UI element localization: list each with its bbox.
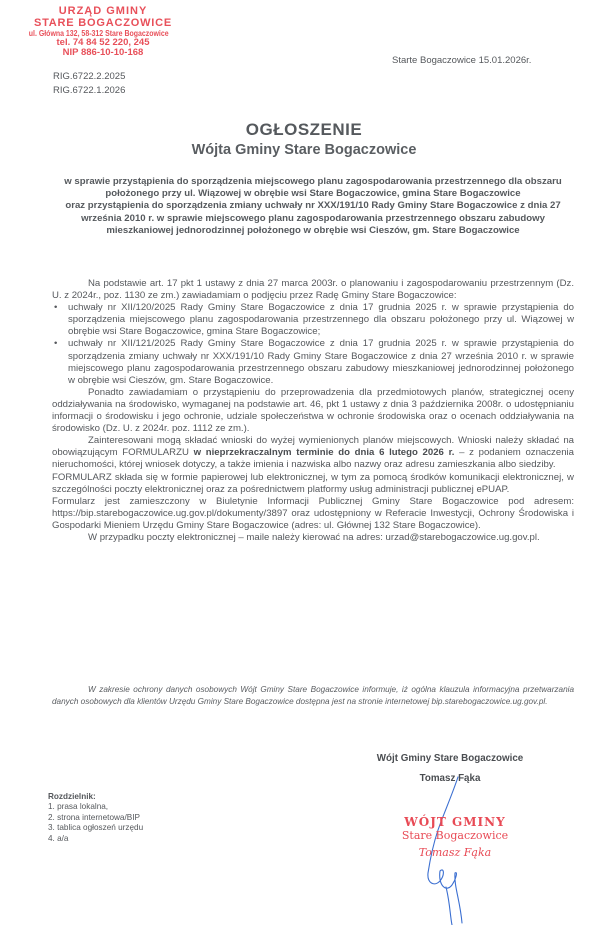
stamp-address: ul. Główna 132, 58-312 Stare Bogaczowice — [28, 28, 169, 39]
stamp-phone: tel. 74 84 52 220, 245 — [56, 37, 150, 49]
bullet-icon: • — [54, 338, 58, 350]
applications-text: Zainteresowani mogą składać wnioski do wyżej wymienionych planów miejscowych. Wnioski należy składać na obowiązującym FORMULARZU — [52, 435, 574, 459]
stamp-name: Tomasz Fąka — [418, 846, 492, 859]
list-item — [52, 338, 574, 386]
reference-numbers — [53, 70, 125, 98]
subject-paragraph: oraz przystąpienia do sporządzenia zmiany uchwały nr XXX/191/10 Rady Gminy Stare Bogaczowice z dnia 27 września 2010 r. w sprawie miejscowego planu zagospodarowania przestrzennego obszaru zabudowy mieszkaniowej jednorodzinnej położonego w obrębie wsi Cieszów, gm. Stare Bogaczowice — [65, 200, 561, 236]
environmental-assessment-paragraph: Ponadto zawiadamiam o przystąpieniu do przeprowadzenia dla przedmiotowych planów, strategicznej oceny oddziaływania na środowisko, wymaganej na podstawie art. 46, pkt 1 ustawy z dnia 3 października 2008r. o udostępnianiu informacji o środowisku i jego ochronie, udziale społeczeństwa w ochronie środowiska oraz o ocenach oddziaływania na środowisko (Dz. U. z 2024r. poz. 1112 ze zm.). — [52, 386, 574, 435]
distribution-item: 4. a/a — [48, 833, 69, 843]
stamp-title: WÓJT GMINY — [404, 815, 506, 829]
signatory-role: Wójt Gminy Stare Bogaczowice — [376, 753, 524, 764]
deadline-text: w nieprzekraczalnym terminie do dnia 6 lutego 2026 r. — [193, 447, 455, 459]
distribution-list — [48, 792, 143, 844]
stamp-municipality: STARE BOGACZOWICE — [33, 16, 173, 29]
signature-stamp — [380, 816, 530, 859]
stamp-nip: NIP 886-10-10-168 — [62, 46, 144, 58]
office-stamp — [28, 6, 178, 58]
privacy-clause — [52, 684, 574, 708]
list-item-text: uchwały nr XII/120/2025 Rady Gminy Stare Bogaczowice z dnia 17 grudnia 2025 r. w sprawie przystąpienia do sporządzenia miejscowego planu zagospodarowania przestrzennego dla obszaru położonego przy ul. Wiązowej w obrębie wsi Stare Bogaczowice, gmina Stare Bogaczowice; — [68, 302, 574, 338]
distribution-item: 1. prasa lokalna, — [48, 802, 109, 812]
distribution-title: Rozdzielnik: — [48, 792, 96, 801]
resolutions-list — [52, 302, 574, 387]
reference-number: RIG.6722.2.2025 — [53, 71, 126, 82]
place-and-date: Starte Bogaczowice 15.01.2026r. — [392, 55, 532, 66]
distribution-item: 2. strona internetowa/BIP — [48, 812, 140, 822]
distribution-item: 3. tablica ogłoszeń urzędu — [48, 823, 144, 833]
bip-paragraph: Formularz jest zamieszczony w Biuletynie Informacji Publicznej Gminy Stare Bogaczowice pod adresem: https://bip.starebogaczowice.ug.gov.pl/dokumenty/3897 oraz udostępniony w Referacie Inwestycji, Ochrony Środowiska i Gospodarki Mieniem Urzędu Gminy Stare Bogaczowice (adres: ul. Głównej 132 Stare Bogaczowice). — [52, 495, 574, 531]
subject — [52, 176, 574, 237]
email-paragraph: W przypadku poczty elektronicznej – maile należy kierować na adres: urzad@starebogaczowice.ug.gov.pl. — [88, 531, 540, 543]
list-item — [52, 302, 574, 338]
applications-paragraph — [52, 435, 574, 471]
applications-text-cont: – z podaniem oznaczenia nieruchomości, której wniosek dotyczy, a także imienia i nazwiska albo nazwy oraz adresu zamieszkania albo siedziby. — [52, 447, 574, 471]
document-subtitle: Wójta Gminy Stare Bogaczowice — [191, 142, 417, 158]
document-title: OGŁOSZENIE — [245, 120, 363, 139]
stamp-office-name: URZĄD GMINY — [58, 5, 148, 17]
form-paragraph: FORMULARZ składa się w formie papierowej lub elektronicznej, w tym za pomocą środków komunikacji elektronicznej, w szczególności poczty elektronicznej oraz za pośrednictwem platformy usług administracji publicznej ePUAP. — [52, 471, 574, 495]
reference-number: RIG.6722.1.2026 — [53, 85, 126, 96]
privacy-text: W zakresie ochrony danych osobowych Wójt Gminy Stare Bogaczowice informuje, iż ogólna klauzula informacyjna przetwarzania danych osobowych dla klientów Urzędu Gminy Stare Bogaczowice dostępna jest na stronie internetowej bip.starebogaczowice.ug.gov.pl. — [52, 685, 574, 706]
intro-paragraph: Na podstawie art. 17 pkt 1 ustawy z dnia 27 marca 2003r. o planowaniu i zagospodarowaniu przestrzennym (Dz. U. z 2024r., poz. 1130 ze zm.) zawiadamiam o podjęciu przez Radę Gminy Stare Bogaczowice: — [52, 278, 574, 302]
stamp-municipality: Stare Bogaczowice — [401, 829, 509, 842]
document-body — [52, 278, 574, 544]
subject-paragraph: w sprawie przystąpienia do sporządzenia miejscowego planu zagospodarowania przestrzennego dla obszaru położonego przy ul. Wiązowej w obrębie wsi Stare Bogaczowice, gmina Stare Bogaczowice — [64, 176, 562, 200]
bullet-icon: • — [54, 302, 58, 314]
signatory-name: Tomasz Fąka — [419, 773, 481, 784]
list-item-text: uchwały nr XII/121/2025 Rady Gminy Stare Bogaczowice z dnia 17 grudnia 2025 r. w sprawie przystąpienia do sporządzenia zmiany uchwały nr XXX/191/10 Rady Gminy Stare Bogaczowice z dnia 27 września 2010 r. w sprawie miejscowego planu zagospodarowania przestrzennego obszaru zabudowy mieszkaniowej jednorodzinnej położonego w obrębie wsi Cieszów, gm. Stare Bogaczowice. — [68, 338, 574, 386]
